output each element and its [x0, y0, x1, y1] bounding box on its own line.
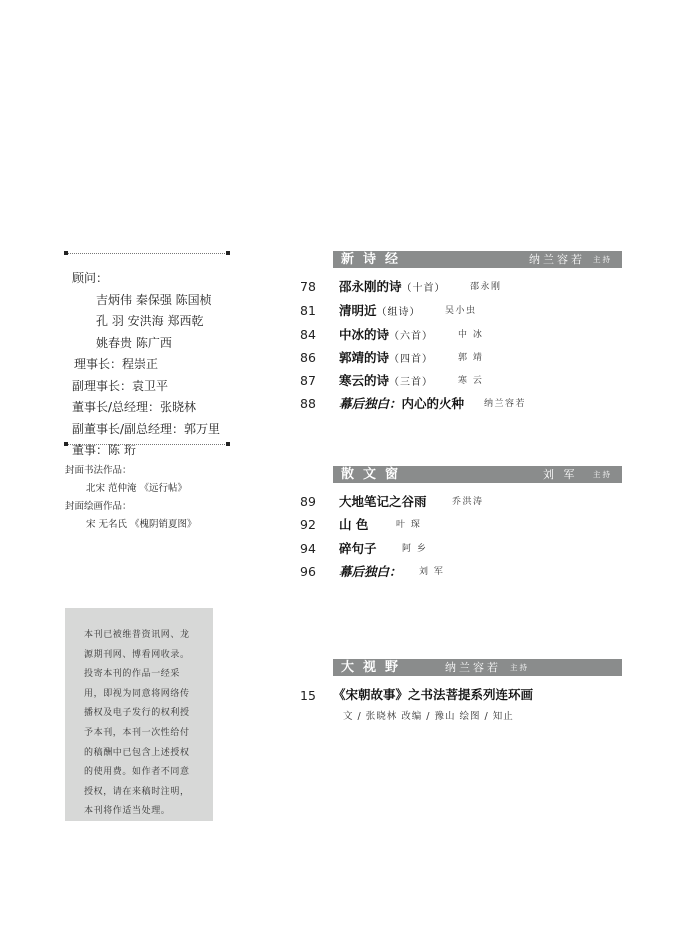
toc-entry-title[interactable]: 山 色	[339, 517, 369, 532]
notice-line: 本刊已被维普资讯网、龙	[84, 630, 190, 640]
toc-entry-title[interactable]: 邵永刚的诗（十首）	[339, 279, 446, 294]
section-header-xinshijing	[333, 251, 622, 268]
notice-line: 源期刊网、博看网收录。	[84, 649, 190, 660]
section-host-label: 主持	[510, 663, 529, 672]
section-host-label: 主持	[593, 255, 612, 264]
copyright-notice-text	[84, 626, 204, 822]
toc-entry-author: 刘 军	[419, 567, 445, 577]
cover-credits	[65, 462, 197, 534]
staff-bottom-rule	[65, 444, 229, 445]
adviser-names: 孔 羽 安洪海 郑西乾	[96, 314, 204, 328]
section-title: 散文窗	[341, 467, 408, 482]
toc-entry-title[interactable]	[339, 562, 402, 582]
notice-line: 播权及电子发行的权利授	[84, 708, 190, 719]
toc-entry-author: 吴小虫	[445, 306, 477, 316]
toc-entry-subtitle: （组诗）	[376, 307, 421, 318]
toc-page-number: 94	[300, 541, 316, 556]
toc-entry-prefix: 幕后独白：	[339, 564, 402, 579]
toc-entry-prefix: 幕后独白：	[339, 396, 402, 411]
notice-line: 的使用费。如作者不同意	[84, 767, 190, 778]
toc-entry-subtitle: （六首）	[389, 331, 434, 342]
section-header-sanwenchuang	[333, 466, 622, 483]
toc-entry-title[interactable]: 大地笔记之谷雨	[339, 494, 427, 509]
board-chair: 董事长/总经理：张晓林	[72, 400, 197, 414]
toc-entry-title[interactable]: 幕后独白：内心的火种	[339, 396, 465, 411]
toc-entry-author: 乔洪涛	[452, 497, 484, 507]
toc-entry-title[interactable]: 《宋朝故事》之书法菩提系列连环画	[333, 687, 534, 702]
calligraphy-work: 北宋 范仲淹 《远行帖》	[86, 483, 188, 494]
notice-line: 用，即视为同意将网络传	[84, 688, 190, 699]
toc-entry-title[interactable]: 清明近（组诗）	[339, 303, 421, 318]
painting-label: 封面绘画作品：	[65, 501, 132, 512]
toc-page-number: 84	[300, 327, 316, 342]
adviser-names: 姚春贵 陈广西	[96, 335, 172, 350]
section-host-label: 主持	[593, 470, 612, 479]
toc-entry-subtitle: （十首）	[401, 283, 446, 294]
toc-page-number: 88	[300, 396, 316, 411]
toc-entry-subtitle: （三首）	[389, 377, 434, 388]
toc-entry-byline: 文 / 张晓林 改编 / 豫山 绘图 / 知止	[343, 711, 514, 722]
director: 董事：陈 珩	[72, 443, 136, 457]
adviser-names: 吉炳伟 秦保强 陈国桢	[96, 292, 212, 307]
toc-page-number: 78	[300, 279, 316, 294]
notice-line: 授权，请在来稿时注明，	[84, 786, 190, 797]
section-title: 大视野	[341, 660, 408, 675]
painting-work: 宋 无名氏 《槐阴销夏图》	[86, 519, 197, 530]
toc-page-number: 92	[300, 517, 316, 532]
toc-entry-author: 寒 云	[458, 376, 484, 386]
calligraphy-label: 封面书法作品：	[65, 465, 132, 476]
toc-entry-subtitle: （四首）	[389, 354, 434, 365]
toc-entry-author: 纳兰容若	[484, 399, 527, 409]
toc-page-number: 81	[300, 303, 316, 318]
vice-board-chair: 副董事长/副总经理：郭万里	[72, 421, 221, 436]
toc-entry-author: 郭 靖	[458, 353, 484, 363]
toc-page-number: 89	[300, 494, 316, 509]
section-editor: 刘 军	[543, 468, 578, 481]
notice-line: 予本刊，本刊一次性给付	[84, 727, 190, 738]
notice-line: 投寄本刊的作品一经采	[84, 669, 181, 680]
adviser-label: 顾问：	[72, 271, 109, 285]
section-header-dashiye	[333, 659, 622, 676]
toc-entry-title[interactable]: 中冰的诗（六首）	[339, 327, 434, 342]
toc-page-number: 96	[300, 564, 316, 579]
section-title: 新诗经	[341, 252, 408, 267]
toc-page-number: 87	[300, 373, 316, 388]
notice-line: 本刊将作适当处理。	[84, 806, 171, 817]
toc-entry-author: 邵永刚	[470, 282, 502, 292]
section-editor: 纳兰容若	[529, 253, 585, 266]
staff-list	[72, 268, 242, 462]
toc-entry-author: 叶 琛	[396, 520, 422, 530]
staff-top-rule	[65, 253, 229, 254]
copyright-notice-box	[65, 608, 213, 821]
vice-chairman: 副理事长：袁卫平	[72, 378, 169, 393]
toc-entry-title[interactable]: 郭靖的诗（四首）	[339, 350, 434, 365]
section-editor: 纳兰容若	[445, 661, 501, 674]
toc-page-number: 15	[300, 688, 316, 703]
toc-entry-author: 中 冰	[458, 330, 484, 340]
toc-entry-title[interactable]: 碎句子	[339, 541, 377, 556]
notice-line: 的稿酬中已包含上述授权	[84, 747, 190, 758]
toc-page-number: 86	[300, 350, 316, 365]
chairman: 理事长：程崇正	[74, 357, 159, 371]
toc-entry-title[interactable]: 寒云的诗（三首）	[339, 373, 434, 388]
toc-entry-author: 阿 乡	[402, 544, 428, 554]
